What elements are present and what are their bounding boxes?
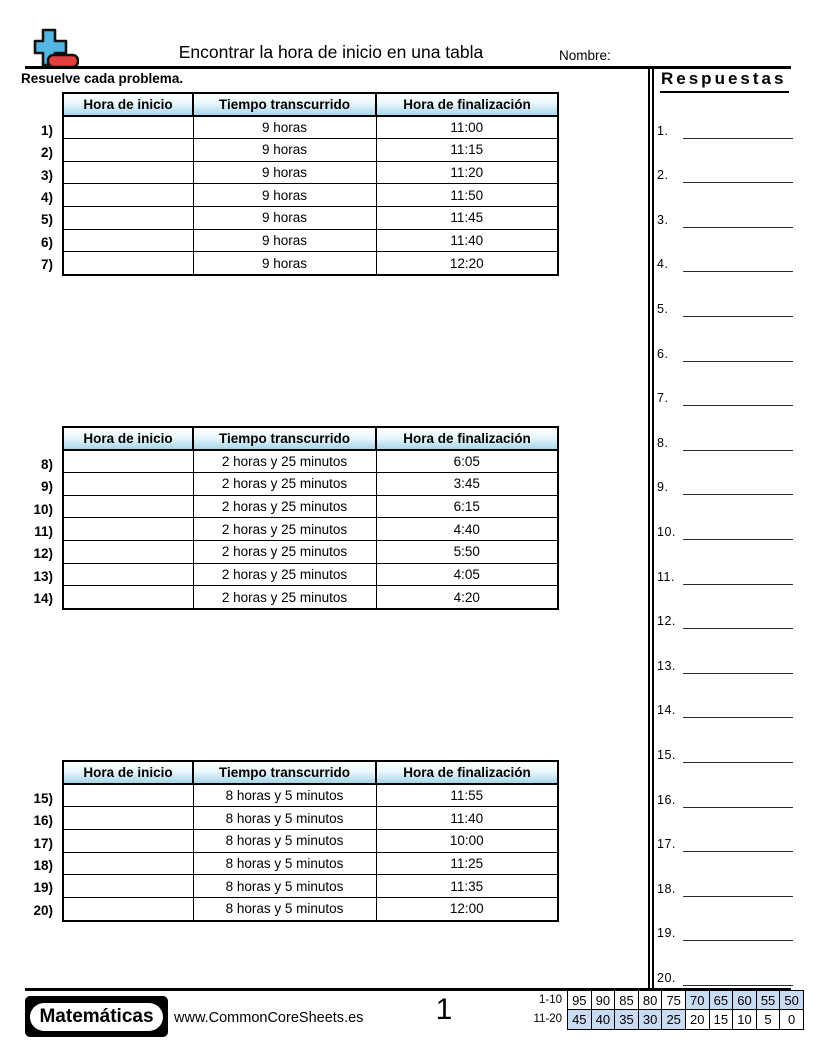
answer-number: 2. xyxy=(657,168,669,183)
answer-line xyxy=(683,925,793,941)
answer-line xyxy=(683,123,793,139)
score-grid-cell: 15 xyxy=(709,1010,733,1029)
question-number: 15) xyxy=(33,790,53,806)
answer-number: 20. xyxy=(657,970,676,985)
score-grid-label: 1-10 xyxy=(538,994,562,1007)
end-time-cell: 4:05 xyxy=(376,563,558,586)
page-number: 1 xyxy=(435,993,453,1026)
question-number: 8) xyxy=(40,456,53,472)
table-row xyxy=(63,450,558,473)
start-time-cell xyxy=(63,116,193,139)
page-title: Encontrar la hora de inicio en una tabla xyxy=(178,42,484,62)
start-time-cell xyxy=(63,807,193,830)
answer-line xyxy=(683,524,793,540)
answer-line xyxy=(683,569,793,585)
answer-item xyxy=(657,612,793,629)
elapsed-time-cell: 9 horas xyxy=(193,252,376,275)
answer-line xyxy=(683,435,793,451)
question-numbers xyxy=(15,760,62,922)
answer-item xyxy=(657,389,793,406)
answer-item xyxy=(657,657,793,674)
question-number: 20) xyxy=(33,902,53,918)
start-time-cell xyxy=(63,495,193,518)
answer-line xyxy=(683,479,793,495)
elapsed-time-cell: 9 horas xyxy=(193,161,376,184)
start-time-cell xyxy=(63,586,193,609)
score-grid-cell: 60 xyxy=(733,991,757,1010)
answer-line xyxy=(683,167,793,183)
start-time-cell xyxy=(63,563,193,586)
answer-number: 1. xyxy=(657,123,669,138)
score-grid-cell: 20 xyxy=(685,1010,709,1029)
start-time-cell xyxy=(63,450,193,473)
answer-item xyxy=(657,478,793,495)
score-grid-cell: 80 xyxy=(638,991,662,1010)
answer-number: 9. xyxy=(657,480,669,495)
end-time-cell: 4:40 xyxy=(376,518,558,541)
time-table xyxy=(62,92,559,276)
end-time-cell: 11:40 xyxy=(376,229,558,252)
score-grid-cell: 0 xyxy=(780,1010,804,1029)
table-row xyxy=(63,207,558,230)
end-time-cell: 6:05 xyxy=(376,450,558,473)
answer-item xyxy=(657,568,793,585)
answer-item xyxy=(657,434,793,451)
end-time-cell: 12:00 xyxy=(376,897,558,920)
answer-item xyxy=(657,924,793,941)
table-row xyxy=(63,495,558,518)
brand-name: Matemáticas xyxy=(30,1003,162,1031)
column-header: Hora de finalización xyxy=(376,761,558,784)
elapsed-time-cell: 9 horas xyxy=(193,184,376,207)
start-time-cell xyxy=(63,897,193,920)
score-grid-cell: 25 xyxy=(662,1010,686,1029)
elapsed-time-cell: 9 horas xyxy=(193,229,376,252)
elapsed-time-cell: 9 horas xyxy=(193,116,376,139)
question-number: 12) xyxy=(33,546,53,562)
question-number: 14) xyxy=(33,591,53,607)
answer-number: 19. xyxy=(657,926,676,941)
answer-line xyxy=(683,658,793,674)
question-number: 1) xyxy=(40,122,53,138)
column-header: Tiempo transcurrido xyxy=(193,427,376,450)
end-time-cell: 11:40 xyxy=(376,807,558,830)
answer-number: 10. xyxy=(657,524,676,539)
question-number: 2) xyxy=(40,145,53,161)
elapsed-time-cell: 8 horas y 5 minutos xyxy=(193,807,376,830)
start-time-cell xyxy=(63,473,193,496)
table-row xyxy=(63,829,558,852)
elapsed-time-cell: 8 horas y 5 minutos xyxy=(193,829,376,852)
table-row xyxy=(63,252,558,275)
answer-number: 15. xyxy=(657,747,676,762)
start-time-cell xyxy=(63,184,193,207)
start-time-cell xyxy=(63,541,193,564)
answer-line xyxy=(683,613,793,629)
table-row xyxy=(63,116,558,139)
time-table xyxy=(62,426,559,610)
column-header: Hora de inicio xyxy=(63,93,193,116)
website-text: www.CommonCoreSheets.es xyxy=(174,1010,364,1026)
name-label: Nombre: xyxy=(559,48,611,63)
answer-item xyxy=(657,122,793,139)
score-grid-cell: 5 xyxy=(756,1010,780,1029)
answer-number: 12. xyxy=(657,614,676,629)
answer-number: 16. xyxy=(657,792,676,807)
answer-item xyxy=(657,969,793,986)
score-grid-row xyxy=(527,1010,803,1029)
score-grid-cell: 90 xyxy=(591,991,615,1010)
score-grid-cell: 30 xyxy=(638,1010,662,1029)
elapsed-time-cell: 8 horas y 5 minutos xyxy=(193,784,376,807)
end-time-cell: 11:15 xyxy=(376,139,558,162)
score-grid-cell: 75 xyxy=(662,991,686,1010)
score-grid-cell: 55 xyxy=(756,991,780,1010)
column-header: Tiempo transcurrido xyxy=(193,93,376,116)
elapsed-time-cell: 8 horas y 5 minutos xyxy=(193,897,376,920)
elapsed-time-cell: 2 horas y 25 minutos xyxy=(193,495,376,518)
elapsed-time-cell: 9 horas xyxy=(193,207,376,230)
start-time-cell xyxy=(63,829,193,852)
answer-line xyxy=(683,970,793,986)
table-row xyxy=(63,852,558,875)
table-row xyxy=(63,184,558,207)
table-header-row xyxy=(63,93,558,116)
question-numbers xyxy=(15,92,62,276)
start-time-cell xyxy=(63,161,193,184)
end-time-cell: 12:20 xyxy=(376,252,558,275)
elapsed-time-cell: 8 horas y 5 minutos xyxy=(193,852,376,875)
instructions-text: Resuelve cada problema. xyxy=(21,71,184,86)
question-number: 4) xyxy=(40,190,53,206)
score-grid-cell: 85 xyxy=(615,991,639,1010)
question-number: 13) xyxy=(33,568,53,584)
column-header: Hora de finalización xyxy=(376,93,558,116)
table-row xyxy=(63,161,558,184)
answers-divider xyxy=(648,69,654,989)
answer-item xyxy=(657,701,793,718)
answer-line xyxy=(683,881,793,897)
score-grid-cell: 10 xyxy=(733,1010,757,1029)
question-number: 11) xyxy=(34,524,53,540)
elapsed-time-cell: 2 horas y 25 minutos xyxy=(193,450,376,473)
elapsed-time-cell: 2 horas y 25 minutos xyxy=(193,518,376,541)
elapsed-time-cell: 2 horas y 25 minutos xyxy=(193,473,376,496)
question-number: 16) xyxy=(33,813,53,829)
end-time-cell: 6:15 xyxy=(376,495,558,518)
answer-number: 11. xyxy=(657,569,675,584)
answer-line xyxy=(683,390,793,406)
table-row xyxy=(63,586,558,609)
answer-item xyxy=(657,791,793,808)
end-time-cell: 11:50 xyxy=(376,184,558,207)
problems-table-2 xyxy=(15,426,559,610)
answer-line xyxy=(683,256,793,272)
score-grid xyxy=(527,990,804,1030)
time-table xyxy=(62,760,559,922)
answer-item xyxy=(657,166,793,183)
start-time-cell xyxy=(63,139,193,162)
column-header: Hora de inicio xyxy=(63,761,193,784)
answer-line xyxy=(683,212,793,228)
column-header: Hora de finalización xyxy=(376,427,558,450)
elapsed-time-cell: 2 horas y 25 minutos xyxy=(193,586,376,609)
table-row xyxy=(63,563,558,586)
start-time-cell xyxy=(63,518,193,541)
score-grid-cell: 40 xyxy=(591,1010,615,1029)
answer-line xyxy=(683,346,793,362)
score-grid-cell: 95 xyxy=(568,991,592,1010)
answer-number: 4. xyxy=(657,257,669,272)
answer-item xyxy=(657,345,793,362)
table-row xyxy=(63,229,558,252)
table-row xyxy=(63,875,558,898)
score-grid-cell: 35 xyxy=(615,1010,639,1029)
start-time-cell xyxy=(63,207,193,230)
end-time-cell: 4:20 xyxy=(376,586,558,609)
table-row xyxy=(63,139,558,162)
table-row xyxy=(63,541,558,564)
elapsed-time-cell: 9 horas xyxy=(193,139,376,162)
end-time-cell: 11:45 xyxy=(376,207,558,230)
table-row xyxy=(63,897,558,920)
start-time-cell xyxy=(63,229,193,252)
end-time-cell: 11:00 xyxy=(376,116,558,139)
end-time-cell: 11:55 xyxy=(376,784,558,807)
table-row xyxy=(63,473,558,496)
answer-line xyxy=(683,702,793,718)
answer-item xyxy=(657,880,793,897)
question-number: 19) xyxy=(33,880,53,896)
question-number: 18) xyxy=(33,858,53,874)
problems-table-1 xyxy=(15,92,559,276)
question-number: 9) xyxy=(40,479,53,495)
score-grid-cell: 70 xyxy=(685,991,709,1010)
question-number: 5) xyxy=(40,212,53,228)
elapsed-time-cell: 8 horas y 5 minutos xyxy=(193,875,376,898)
end-time-cell: 10:00 xyxy=(376,829,558,852)
question-number: 6) xyxy=(40,234,53,250)
elapsed-time-cell: 2 horas y 25 minutos xyxy=(193,563,376,586)
answer-line xyxy=(683,747,793,763)
answer-number: 8. xyxy=(657,435,669,450)
column-header: Tiempo transcurrido xyxy=(193,761,376,784)
end-time-cell: 11:35 xyxy=(376,875,558,898)
start-time-cell xyxy=(63,784,193,807)
table-row xyxy=(63,807,558,830)
answer-line xyxy=(683,301,793,317)
table-row xyxy=(63,784,558,807)
table-row xyxy=(63,518,558,541)
question-number: 10) xyxy=(33,501,53,517)
problems-table-3 xyxy=(15,760,559,922)
answer-line xyxy=(683,792,793,808)
score-grid-cell: 50 xyxy=(780,991,804,1010)
elapsed-time-cell: 2 horas y 25 minutos xyxy=(193,541,376,564)
table-header-row xyxy=(63,761,558,784)
start-time-cell xyxy=(63,875,193,898)
answer-number: 6. xyxy=(657,346,669,361)
answer-item xyxy=(657,835,793,852)
score-grid-label: 11-20 xyxy=(533,1013,562,1026)
answer-item xyxy=(657,211,793,228)
score-grid-cell: 45 xyxy=(568,1010,592,1029)
answer-number: 13. xyxy=(657,658,676,673)
answer-number: 17. xyxy=(657,837,676,852)
answer-item xyxy=(657,523,793,540)
table-header-row xyxy=(63,427,558,450)
score-grid-row xyxy=(527,991,803,1010)
question-numbers xyxy=(15,426,62,610)
end-time-cell: 11:25 xyxy=(376,852,558,875)
answer-number: 14. xyxy=(657,703,676,718)
end-time-cell: 11:20 xyxy=(376,161,558,184)
start-time-cell xyxy=(63,852,193,875)
answer-line xyxy=(683,836,793,852)
end-time-cell: 5:50 xyxy=(376,541,558,564)
answer-item xyxy=(657,255,793,272)
brand-logo xyxy=(25,996,168,1037)
answers-title: Respuestas xyxy=(660,69,789,93)
answer-number: 3. xyxy=(657,212,669,227)
end-time-cell: 3:45 xyxy=(376,473,558,496)
answer-number: 18. xyxy=(657,881,676,896)
question-number: 17) xyxy=(33,835,53,851)
score-grid-cell: 65 xyxy=(709,991,733,1010)
answer-number: 5. xyxy=(657,301,669,316)
column-header: Hora de inicio xyxy=(63,427,193,450)
question-number: 3) xyxy=(40,167,53,183)
question-number: 7) xyxy=(40,257,53,273)
answer-item xyxy=(657,300,793,317)
answer-number: 7. xyxy=(657,391,669,406)
answer-item xyxy=(657,746,793,763)
start-time-cell xyxy=(63,252,193,275)
